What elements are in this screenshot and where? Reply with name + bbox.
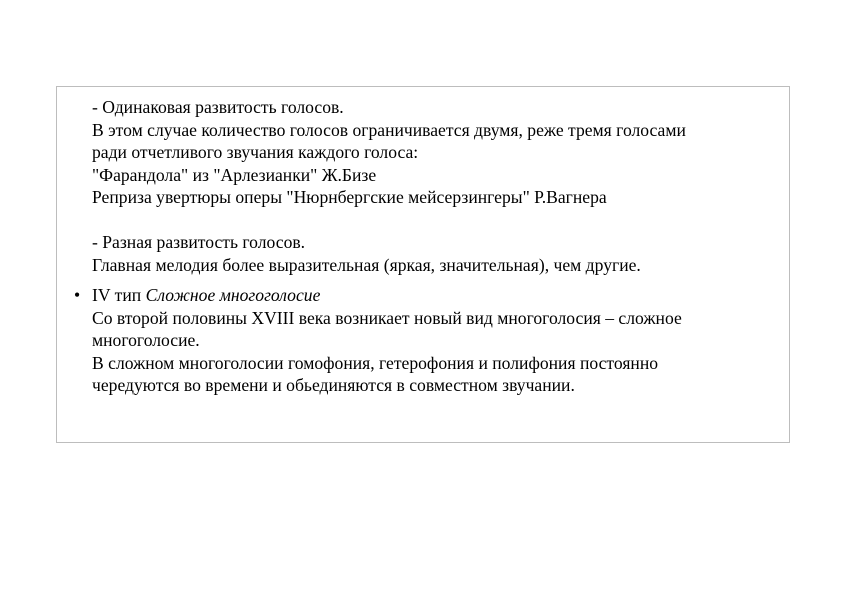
- text-line: В этом случае количество голосов ограничивается двумя, реже тремя голосами: [92, 119, 686, 140]
- paragraph-spacer: [92, 276, 782, 284]
- text-line: многоголосие.: [92, 330, 200, 350]
- text-line: В сложном многоголосии гомофония, гетерофония и полифония постоянно: [92, 352, 659, 373]
- heading-italic: Сложное многоголосие: [145, 285, 321, 305]
- text-line: Главная мелодия более выразительная (яркая, значительная), чем другие.: [92, 254, 641, 275]
- paragraph-equal-voices: [92, 96, 782, 209]
- heading-prefix: IV тип: [92, 285, 146, 305]
- text-line: "Фарандола" из "Арлезианки" Ж.Бизе: [92, 164, 377, 185]
- bullet-heading: [92, 284, 782, 307]
- bullet-item-complex-polyphony: [74, 284, 782, 397]
- text-line: - Одинаковая развитость голосов.: [92, 97, 344, 117]
- paragraph-spacer: [92, 209, 782, 232]
- text-line: чередуются во времени и обьединяются в совместном звучании.: [92, 375, 575, 395]
- paragraph-different-voices: [92, 231, 782, 276]
- text-line: Со второй половины XVIII века возникает новый вид многоголосия – сложное: [92, 307, 682, 328]
- document-body: [74, 96, 782, 397]
- text-line: Реприза увертюры оперы "Нюрнбергские мейсерзингеры" Р.Вагнера: [92, 187, 607, 207]
- text-line: - Разная развитость голосов.: [92, 232, 306, 252]
- bullet-icon: •: [74, 285, 81, 305]
- text-line: ради отчетливого звучания каждого голоса:: [92, 142, 419, 162]
